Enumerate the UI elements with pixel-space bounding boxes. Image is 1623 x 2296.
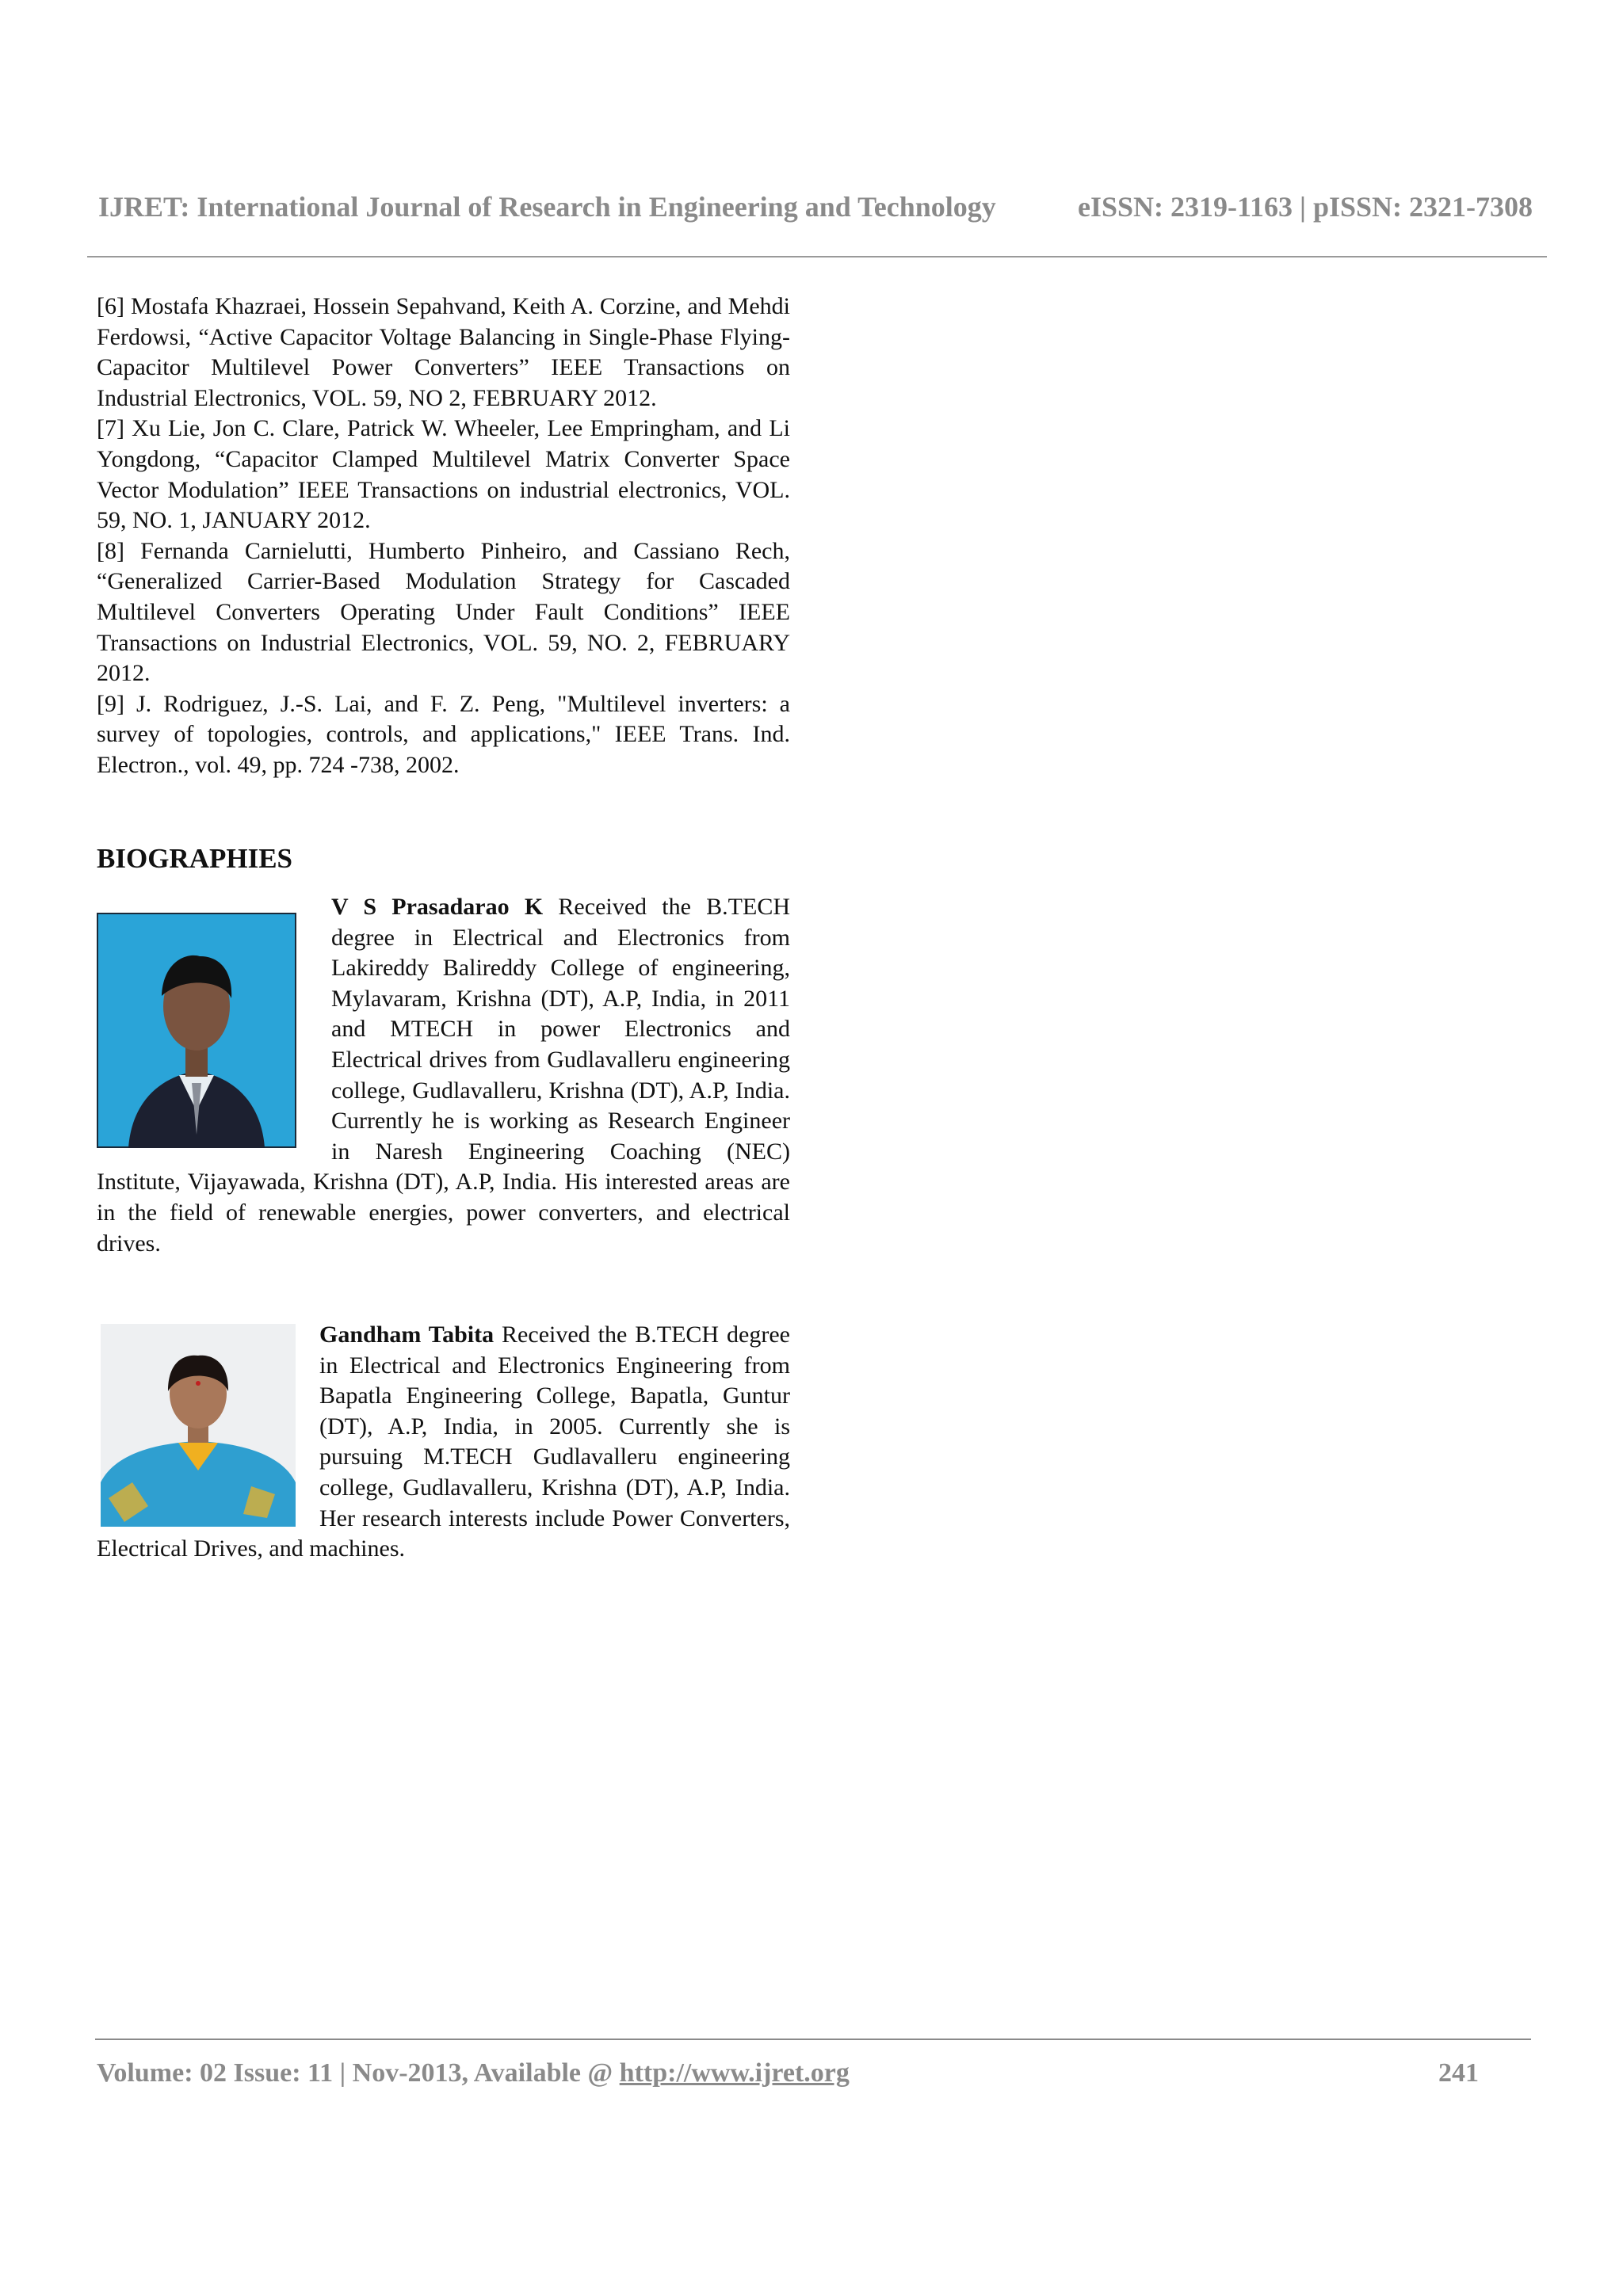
issn-info: eISSN: 2319-1163 | pISSN: 2321-7308 bbox=[1078, 191, 1533, 223]
author-name-2: Gandham Tabita bbox=[319, 1322, 495, 1348]
references-list bbox=[97, 292, 790, 781]
journal-title: IJRET: International Journal of Research in Engineering and Technology bbox=[98, 191, 996, 223]
volume-text: Volume: 02 Issue: 11 | Nov-2013, Available @ bbox=[97, 2058, 620, 2088]
page-footer bbox=[97, 2058, 1479, 2088]
biographies-heading: BIOGRAPHIES bbox=[97, 843, 292, 874]
reference-9: [9] J. Rodriguez, J.-S. Lai, and F. Z. Peng, "Multilevel inverters: a survey of topologies, controls, and applications," IEEE Trans. Ind. Electron., vol. 49, pp. 724 -738, 2002. bbox=[97, 690, 790, 778]
author-bio-text-1: Received the B.TECH degree in Electrical and Electronics from Lakireddy Balireddy College of engineering, Mylavaram, Krishna (DT), A.P, India, in 2011 and MTECH in power Electronics and Electrical drives from Gudlavalleru engineering college, Gudlavalleru, Krishna (DT), A.P, India. Currently he is working as Research Engineer in Naresh Engineering Coaching (NEC) Institute, Vijayawada, Krishna (DT), A.P, India. His interested areas are in the field of renewable energies, power converters, and electrical drives. bbox=[97, 894, 790, 1257]
biography-1 bbox=[97, 892, 790, 1259]
author-bio-text-2: Received the B.TECH degree in Electrical and Electronics Engineering from Bapatla Engineering College, Bapatla, Guntur (DT), A.P, India, in 2005. Currently she is pursuing M.TECH Gudlavalleru engineering college, Gudlavalleru, Krishna (DT), A.P, India. Her research interests include Power Converters, Electrical Drives, and machines. bbox=[97, 1322, 790, 1562]
page-header bbox=[98, 190, 1533, 223]
header-divider bbox=[87, 256, 1547, 257]
footer-volume-info bbox=[97, 2058, 850, 2088]
reference-7: [7] Xu Lie, Jon C. Clare, Patrick W. Wheeler, Lee Empringham, and Li Yongdong, “Capacitor Clamped Multilevel Matrix Converter Space Vector Modulation” IEEE Transactions on industrial electronics, VOL. 59, NO. 1, JANUARY 2012. bbox=[97, 415, 790, 534]
journal-link[interactable]: http://www.ijret.org bbox=[619, 2058, 850, 2088]
reference-8: [8] Fernanda Carnielutti, Humberto Pinheiro, and Cassiano Rech, “Generalized Carrier-Based Modulation Strategy for Cascaded Multilevel Converters Operating Under Fault Conditions” IEEE Transactions on Industrial Electronics, VOL. 59, NO. 2, FEBRUARY 2012. bbox=[97, 537, 790, 687]
author-name-1: V S Prasadarao K bbox=[331, 894, 544, 920]
page-number: 241 bbox=[1438, 2058, 1479, 2088]
biography-2 bbox=[97, 1320, 790, 1565]
reference-6: [6] Mostafa Khazraei, Hossein Sepahvand, Keith A. Corzine, and Mehdi Ferdowsi, “Active Capacitor Voltage Balancing in Single-Phase Flying-Capacitor Multilevel Power Converters” IEEE Transactions on Industrial Electronics, VOL. 59, NO 2, FEBRUARY 2012. bbox=[97, 293, 790, 411]
author-photo-1 bbox=[97, 913, 296, 1148]
author-photo-2 bbox=[101, 1324, 296, 1527]
footer-divider bbox=[95, 2039, 1531, 2040]
